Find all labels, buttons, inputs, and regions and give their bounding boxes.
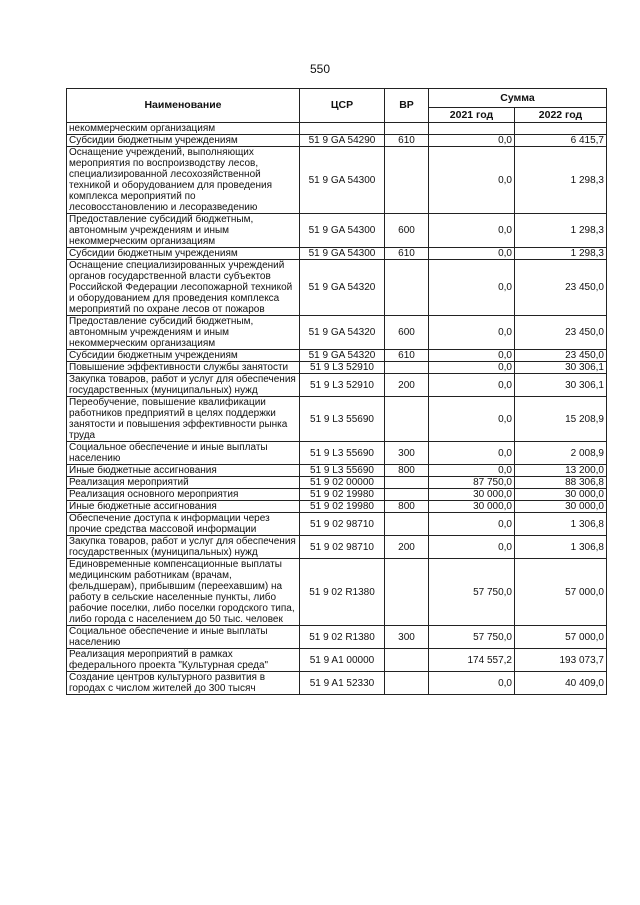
table-body xyxy=(67,123,607,695)
table-row xyxy=(67,316,607,350)
row-name: Предоставление субсидий бюджетным, автономным учреждениям и иным некоммерческим организациям xyxy=(67,316,300,350)
row-sum-2022: 15 208,9 xyxy=(515,397,607,442)
row-name: Субсидии бюджетным учреждениям xyxy=(67,135,300,147)
row-sum-2021: 174 557,2 xyxy=(429,649,515,672)
table-row xyxy=(67,397,607,442)
row-csr: 51 9 02 R1380 xyxy=(300,626,385,649)
row-name: Субсидии бюджетным учреждениям xyxy=(67,248,300,260)
row-csr: 51 9 L3 55690 xyxy=(300,397,385,442)
row-vr: 300 xyxy=(385,442,429,465)
row-csr: 51 9 A1 52330 xyxy=(300,672,385,695)
row-vr: 200 xyxy=(385,536,429,559)
row-csr: 51 9 GA 54300 xyxy=(300,248,385,260)
row-vr: 800 xyxy=(385,465,429,477)
row-sum-2022 xyxy=(515,123,607,135)
row-csr: 51 9 02 19980 xyxy=(300,501,385,513)
row-vr xyxy=(385,513,429,536)
row-sum-2022: 1 306,8 xyxy=(515,513,607,536)
table-row xyxy=(67,350,607,362)
row-csr: 51 9 02 98710 xyxy=(300,536,385,559)
table-row xyxy=(67,260,607,316)
header-year-2021: 2021 год xyxy=(429,108,515,123)
row-sum-2021: 0,0 xyxy=(429,513,515,536)
row-csr: 51 9 L3 55690 xyxy=(300,442,385,465)
row-sum-2022: 1 298,3 xyxy=(515,147,607,214)
row-name: Единовременные компенсационные выплаты медицинским работникам (врачам, фельдшерам), прибывшим (переехавшим) на работу в сельские населенные пункты, либо рабочие поселки, либо поселки городского типа, либо города с населением до 50 тыс. человек xyxy=(67,559,300,626)
row-vr xyxy=(385,397,429,442)
row-name: некоммерческим организациям xyxy=(67,123,300,135)
header-year-2022: 2022 год xyxy=(515,108,607,123)
row-sum-2022: 57 000,0 xyxy=(515,626,607,649)
row-csr: 51 9 GA 54300 xyxy=(300,214,385,248)
table-row xyxy=(67,626,607,649)
row-vr xyxy=(385,559,429,626)
row-sum-2022: 30 306,1 xyxy=(515,374,607,397)
row-sum-2022: 23 450,0 xyxy=(515,260,607,316)
row-vr xyxy=(385,672,429,695)
table-row xyxy=(67,147,607,214)
table-row xyxy=(67,672,607,695)
table-row xyxy=(67,536,607,559)
row-vr xyxy=(385,362,429,374)
table-row xyxy=(67,135,607,147)
row-name: Обеспечение доступа к информации через прочие средства массовой информации xyxy=(67,513,300,536)
row-sum-2022: 1 298,3 xyxy=(515,248,607,260)
header-csr: ЦСР xyxy=(300,89,385,123)
row-sum-2021: 0,0 xyxy=(429,374,515,397)
row-sum-2021: 0,0 xyxy=(429,248,515,260)
row-vr: 200 xyxy=(385,374,429,397)
row-vr: 610 xyxy=(385,350,429,362)
row-csr: 51 9 GA 54320 xyxy=(300,260,385,316)
row-sum-2022: 193 073,7 xyxy=(515,649,607,672)
row-vr xyxy=(385,123,429,135)
row-csr: 51 9 GA 54320 xyxy=(300,350,385,362)
row-csr: 51 9 A1 00000 xyxy=(300,649,385,672)
row-csr: 51 9 L3 52910 xyxy=(300,362,385,374)
table-row xyxy=(67,442,607,465)
row-sum-2021: 0,0 xyxy=(429,214,515,248)
header-sum: Сумма xyxy=(429,89,607,108)
budget-table xyxy=(66,88,607,695)
row-sum-2022: 88 306,8 xyxy=(515,477,607,489)
row-name: Реализация основного мероприятия xyxy=(67,489,300,501)
row-vr: 800 xyxy=(385,501,429,513)
row-csr: 51 9 L3 52910 xyxy=(300,374,385,397)
table-row xyxy=(67,214,607,248)
row-name: Субсидии бюджетным учреждениям xyxy=(67,350,300,362)
row-csr: 51 9 02 19980 xyxy=(300,489,385,501)
row-sum-2021: 87 750,0 xyxy=(429,477,515,489)
table-row xyxy=(67,465,607,477)
row-sum-2021: 0,0 xyxy=(429,672,515,695)
row-name: Закупка товаров, работ и услуг для обеспечения государственных (муниципальных) нужд xyxy=(67,536,300,559)
row-sum-2022: 13 200,0 xyxy=(515,465,607,477)
row-sum-2022: 30 000,0 xyxy=(515,489,607,501)
row-sum-2021: 57 750,0 xyxy=(429,626,515,649)
row-sum-2021: 0,0 xyxy=(429,397,515,442)
row-csr: 51 9 02 98710 xyxy=(300,513,385,536)
row-name: Предоставление субсидий бюджетным, автономным учреждениям и иным некоммерческим организациям xyxy=(67,214,300,248)
row-sum-2021: 0,0 xyxy=(429,350,515,362)
row-vr xyxy=(385,477,429,489)
table-row xyxy=(67,489,607,501)
row-sum-2022: 30 000,0 xyxy=(515,501,607,513)
row-sum-2021: 57 750,0 xyxy=(429,559,515,626)
row-name: Иные бюджетные ассигнования xyxy=(67,501,300,513)
table-row xyxy=(67,501,607,513)
row-csr: 51 9 GA 54300 xyxy=(300,147,385,214)
row-sum-2021: 0,0 xyxy=(429,316,515,350)
table-row xyxy=(67,477,607,489)
row-vr: 600 xyxy=(385,316,429,350)
table-row xyxy=(67,513,607,536)
row-sum-2021: 30 000,0 xyxy=(429,501,515,513)
header-vr: ВР xyxy=(385,89,429,123)
row-csr: 51 9 02 00000 xyxy=(300,477,385,489)
row-sum-2022: 23 450,0 xyxy=(515,316,607,350)
row-sum-2021: 0,0 xyxy=(429,465,515,477)
table-row xyxy=(67,248,607,260)
row-sum-2021: 0,0 xyxy=(429,442,515,465)
row-name: Социальное обеспечение и иные выплаты населению xyxy=(67,626,300,649)
row-sum-2022: 1 298,3 xyxy=(515,214,607,248)
row-name: Реализация мероприятий в рамках федерального проекта "Культурная среда" xyxy=(67,649,300,672)
row-sum-2021: 0,0 xyxy=(429,135,515,147)
row-sum-2022: 2 008,9 xyxy=(515,442,607,465)
row-sum-2021 xyxy=(429,123,515,135)
table-row xyxy=(67,362,607,374)
row-name: Иные бюджетные ассигнования xyxy=(67,465,300,477)
row-vr xyxy=(385,489,429,501)
row-csr: 51 9 GA 54320 xyxy=(300,316,385,350)
row-sum-2022: 40 409,0 xyxy=(515,672,607,695)
table-row xyxy=(67,123,607,135)
row-vr: 300 xyxy=(385,626,429,649)
row-sum-2022: 57 000,0 xyxy=(515,559,607,626)
row-sum-2022: 6 415,7 xyxy=(515,135,607,147)
row-vr: 600 xyxy=(385,214,429,248)
table-row xyxy=(67,374,607,397)
row-name: Повышение эффективности службы занятости xyxy=(67,362,300,374)
row-vr xyxy=(385,147,429,214)
row-sum-2021: 0,0 xyxy=(429,362,515,374)
row-sum-2021: 0,0 xyxy=(429,260,515,316)
table-row xyxy=(67,559,607,626)
row-name: Переобучение, повышение квалификации работников предприятий в целях поддержки занятости и повышения эффективности рынка труда xyxy=(67,397,300,442)
row-vr: 610 xyxy=(385,135,429,147)
row-csr: 51 9 GA 54290 xyxy=(300,135,385,147)
row-name: Социальное обеспечение и иные выплаты населению xyxy=(67,442,300,465)
row-name: Оснащение учреждений, выполняющих мероприятия по воспроизводству лесов, специализированной лесохозяйственной техникой и оборудованием для проведения комплекса мероприятий по лесовосстановлению и лесоразведению xyxy=(67,147,300,214)
row-sum-2022: 23 450,0 xyxy=(515,350,607,362)
row-sum-2022: 1 306,8 xyxy=(515,536,607,559)
page-number: 550 xyxy=(309,62,331,76)
table-row xyxy=(67,649,607,672)
row-vr xyxy=(385,649,429,672)
row-name: Закупка товаров, работ и услуг для обеспечения государственных (муниципальных) нужд xyxy=(67,374,300,397)
row-vr xyxy=(385,260,429,316)
row-sum-2021: 30 000,0 xyxy=(429,489,515,501)
row-csr: 51 9 L3 55690 xyxy=(300,465,385,477)
row-sum-2021: 0,0 xyxy=(429,147,515,214)
row-csr xyxy=(300,123,385,135)
row-sum-2022: 30 306,1 xyxy=(515,362,607,374)
row-vr: 610 xyxy=(385,248,429,260)
row-name: Оснащение специализированных учреждений органов государственной власти субъектов Российской Федерации лесопожарной техникой и оборудованием для проведения комплекса мероприятий по охране лесов от пожаров xyxy=(67,260,300,316)
row-csr: 51 9 02 R1380 xyxy=(300,559,385,626)
header-name: Наименование xyxy=(67,89,300,123)
row-name: Создание центров культурного развития в городах с числом жителей до 300 тысяч xyxy=(67,672,300,695)
row-name: Реализация мероприятий xyxy=(67,477,300,489)
row-sum-2021: 0,0 xyxy=(429,536,515,559)
